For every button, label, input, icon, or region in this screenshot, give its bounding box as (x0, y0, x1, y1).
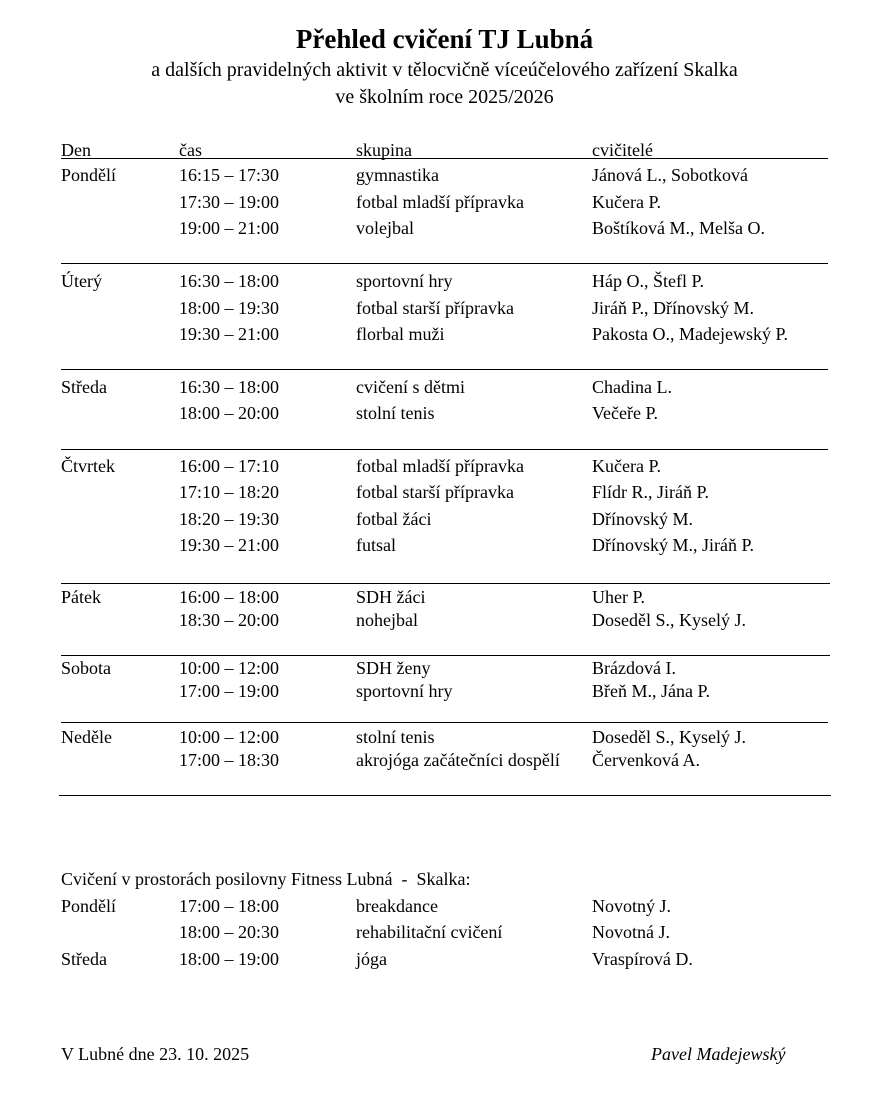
day-label: Sobota (61, 658, 112, 678)
fitness-day-label: Pondělí (61, 896, 117, 916)
day-label: Úterý (61, 271, 102, 291)
trainers-cell: Dřínovský M. (592, 508, 694, 529)
divider-line (61, 263, 828, 264)
time-cell: 17:30 – 19:00 (179, 191, 280, 212)
page-title: Přehled cvičení TJ Lubná (295, 24, 594, 54)
time-cell: 16:15 – 17:30 (179, 165, 280, 185)
trainers-cell: Večeře P. (592, 403, 658, 423)
column-header-time: čas (179, 140, 202, 160)
trainers-cell: Doseděl S., Kyselý J. (592, 610, 746, 630)
trainers-cell: Boštíková M., Melša O. (592, 218, 765, 238)
time-cell: 18:30 – 20:00 (179, 610, 280, 630)
divider-line (61, 583, 830, 584)
trainers-cell: Červenková A. (592, 750, 700, 770)
signature: Pavel Madejewský (651, 1044, 786, 1064)
time-cell: 19:00 – 21:00 (179, 218, 280, 238)
group-cell: fotbal starší přípravka (356, 297, 514, 318)
fitness-time-cell: 17:00 – 18:00 (179, 896, 280, 916)
fitness-trainers-cell: Vraspírová D. (592, 949, 693, 969)
group-cell: cvičení s dětmi (356, 377, 465, 397)
time-cell: 18:00 – 20:00 (179, 403, 280, 423)
day-label: Pátek (61, 587, 101, 607)
trainers-cell: Flídr R., Jiráň P. (592, 482, 710, 503)
page-subtitle: a dalších pravidelných aktivit v tělocvičně víceúčelového zařízení Skalka (151, 59, 738, 81)
fitness-group-cell: rehabilitační cvičení (356, 922, 503, 942)
divider-line (61, 655, 830, 656)
divider-line (61, 722, 828, 723)
day-label: Středa (61, 377, 107, 397)
day-label: Pondělí (61, 165, 117, 185)
time-cell: 17:10 – 18:20 (179, 482, 280, 503)
trainers-cell: Doseděl S., Kyselý J. (592, 727, 746, 747)
group-cell: sportovní hry (356, 271, 453, 291)
time-cell: 17:00 – 19:00 (179, 681, 280, 701)
time-cell: 16:00 – 18:00 (179, 587, 280, 607)
column-header-day: Den (61, 140, 91, 160)
time-cell: 17:00 – 18:30 (179, 750, 280, 770)
group-cell: florbal muži (356, 324, 445, 344)
time-cell: 19:30 – 21:00 (179, 534, 280, 555)
trainers-cell: Břeň M., Jána P. (592, 681, 710, 701)
time-cell: 10:00 – 12:00 (179, 658, 280, 678)
school-year: ve školním roce 2025/2026 (335, 86, 554, 108)
column-header-trainers: cvičitelé (592, 140, 653, 160)
group-cell: SDH ženy (356, 658, 431, 678)
fitness-group-cell: jóga (356, 949, 387, 969)
fitness-title: Cvičení v prostorách posilovny Fitness Lubná - Skalka: (61, 869, 471, 889)
day-label: Neděle (61, 727, 112, 747)
time-cell: 10:00 – 12:00 (179, 727, 280, 747)
group-cell: fotbal mladší přípravka (356, 456, 524, 476)
group-cell: SDH žáci (356, 587, 426, 607)
group-cell: nohejbal (356, 610, 418, 630)
trainers-cell: Jánová L., Sobotková (592, 165, 748, 185)
divider-line (61, 369, 828, 370)
time-cell: 18:00 – 19:30 (179, 297, 280, 318)
group-cell: akrojóga začátečníci dospělí (356, 750, 560, 770)
group-cell: fotbal žáci (356, 508, 432, 529)
group-cell: stolní tenis (356, 403, 435, 423)
divider-line (61, 158, 828, 159)
time-cell: 16:00 – 17:10 (179, 456, 280, 476)
fitness-trainers-cell: Novotná J. (592, 922, 670, 942)
trainers-cell: Dřínovský M., Jiráň P. (592, 534, 755, 555)
time-cell: 16:30 – 18:00 (179, 377, 280, 397)
trainers-cell: Kučera P. (592, 456, 661, 476)
time-cell: 18:20 – 19:30 (179, 508, 280, 529)
trainers-cell: Pakosta O., Madejewský P. (592, 324, 788, 344)
fitness-day-label: Středa (61, 949, 107, 969)
day-label: Čtvrtek (61, 456, 115, 476)
trainers-cell: Jiráň P., Dřínovský M. (592, 297, 755, 318)
trainers-cell: Uher P. (592, 587, 645, 607)
fitness-trainers-cell: Novotný J. (592, 896, 672, 916)
group-cell: stolní tenis (356, 727, 435, 747)
fitness-group-cell: breakdance (356, 896, 438, 916)
divider-line (61, 449, 828, 450)
trainers-cell: Chadina L. (592, 377, 672, 397)
group-cell: sportovní hry (356, 681, 453, 701)
group-cell: fotbal mladší přípravka (356, 191, 524, 212)
divider-line (59, 795, 831, 796)
fitness-time-cell: 18:00 – 19:00 (179, 949, 280, 969)
time-cell: 19:30 – 21:00 (179, 324, 280, 344)
group-cell: gymnastika (356, 165, 439, 185)
trainers-cell: Brázdová I. (592, 658, 676, 678)
group-cell: futsal (356, 534, 396, 555)
trainers-cell: Kučera P. (592, 191, 661, 212)
column-header-group: skupina (356, 140, 412, 160)
time-cell: 16:30 – 18:00 (179, 271, 280, 291)
fitness-time-cell: 18:00 – 20:30 (179, 922, 280, 942)
trainers-cell: Háp O., Štefl P. (592, 271, 704, 291)
group-cell: volejbal (356, 218, 414, 238)
group-cell: fotbal starší přípravka (356, 482, 514, 503)
place-date: V Lubné dne 23. 10. 2025 (61, 1044, 250, 1064)
